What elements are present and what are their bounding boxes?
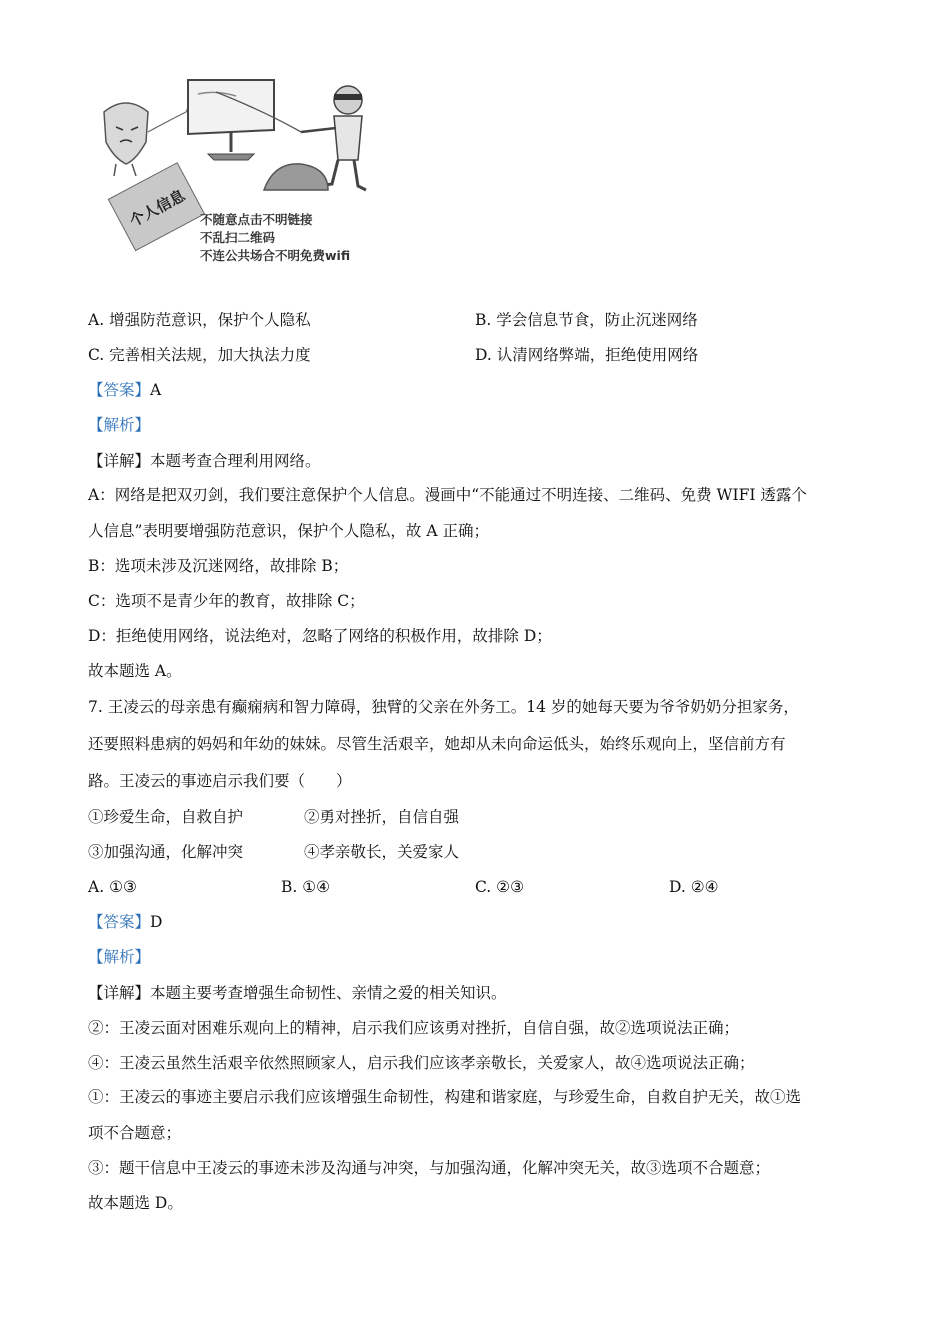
q7-statement-4: ④孝亲敬长，关爱家人 [304, 843, 460, 861]
option-text: ①④ [302, 878, 331, 896]
q7-option-d [669, 877, 719, 897]
q6-analysis-tag: 【解析】 [88, 416, 151, 434]
q7-analysis-tag: 【解析】 [88, 948, 151, 966]
option-text: ①③ [109, 878, 137, 896]
q7-option-a [88, 877, 137, 897]
q7-stem-line: 还要照料患病的妈妈和年幼的妹妹。尽管生活艰辛，她却从未向命运低头，始终乐观向上，坚信前方有 [88, 735, 786, 753]
q6-option-b [475, 310, 698, 330]
answer-value: D [150, 913, 163, 931]
q7-detail-line: ④：王凌云虽然生活艰辛依然照顾家人，启示我们应该孝亲敬长，关爱家人，故④选项说法正确； [88, 1054, 755, 1072]
q7-detail-line: 项不合题意； [88, 1124, 182, 1142]
answer-tag: 【答案】 [88, 913, 151, 931]
option-text: ②③ [496, 878, 524, 896]
option-letter: A. [88, 311, 105, 329]
q7-answer [88, 912, 162, 932]
option-letter: A. [88, 878, 105, 896]
option-letter: D. [475, 346, 492, 364]
q6-detail-line: B：选项未涉及沉迷网络，故排除 B； [88, 557, 349, 575]
personal-info-tag [108, 163, 204, 251]
cartoon-illustration [96, 72, 386, 272]
q7-statement-1: ①珍爱生命，自救自护 [88, 808, 244, 826]
q7-detail-line: 故本题选 D。 [88, 1194, 183, 1212]
option-text: 学会信息节食，防止沉迷网络 [496, 311, 698, 329]
option-letter: C. [88, 346, 105, 364]
option-text: 认清网络弊端，拒绝使用网络 [496, 346, 699, 364]
caption-line-1: 不随意点击不明链接 [200, 212, 313, 227]
q6-detail-line: A：网络是把双刃剑，我们要注意保护个人信息。漫画中“不能通过不明连接、二维码、免费 WIFI 透露个 [88, 486, 807, 504]
q6-option-d [475, 345, 698, 365]
option-letter: B. [475, 311, 492, 329]
answer-value: A [150, 381, 162, 399]
monitor-icon [188, 80, 274, 160]
q7-stem-line: 7. 王凌云的母亲患有癫痫病和智力障碍，独臂的父亲在外务工。14 岁的她每天要为爷爷奶奶分担家务， [88, 698, 799, 716]
q7-statement-3: ③加强沟通，化解冲突 [88, 843, 244, 861]
q7-option-c [475, 877, 524, 897]
answer-tag: 【答案】 [88, 381, 151, 399]
tag-label: 个人信息 [126, 186, 189, 231]
q7-detail-line: 【详解】本题主要考查增强生命韧性、亲情之爱的相关知识。 [88, 984, 507, 1002]
q6-detail-line: 人信息”表明要增强防范意识，保护个人隐私，故 A 正确； [88, 522, 489, 540]
q7-statement-2: ②勇对挫折，自信自强 [304, 808, 460, 826]
caption-line-2: 不乱扫二维码 [200, 230, 276, 245]
q7-detail-line: ②：王凌云面对困难乐观向上的精神，启示我们应该勇对挫折，自信自强，故②选项说法正确； [88, 1019, 740, 1037]
q6-answer [88, 380, 161, 400]
option-text: ②④ [690, 878, 719, 896]
option-text: 增强防范意识，保护个人隐私 [109, 311, 311, 329]
option-letter: B. [281, 878, 298, 896]
shield-character-icon [104, 103, 148, 176]
q6-option-a [88, 310, 311, 330]
q7-option-b [281, 877, 330, 897]
option-letter: C. [475, 878, 492, 896]
q6-detail-line: C：选项不是青少年的教育，故排除 C； [88, 592, 365, 610]
option-text: 完善相关法规，加大执法力度 [109, 346, 311, 364]
q7-detail-line: ①：王凌云的事迹主要启示我们应该增强生命韧性，构建和谐家庭，与珍爱生命，自救自护无关，故①选 [88, 1088, 802, 1106]
q7-detail-line: ③：题干信息中王凌云的事迹未涉及沟通与冲突，与加强沟通，化解冲突无关，故③选项不合题意； [88, 1159, 771, 1177]
option-letter: D. [669, 878, 686, 896]
q7-stem-line: 路。王凌云的事迹启示我们要（ ） [88, 772, 352, 790]
caption-line-3: 不连公共场合不明免费wifi [200, 248, 351, 263]
q6-detail-line: 故本题选 A。 [88, 662, 182, 680]
q6-detail-line: 【详解】本题考查合理利用网络。 [88, 452, 321, 470]
q6-option-c [88, 345, 311, 365]
q6-detail-line: D：拒绝使用网络，说法绝对，忽略了网络的积极作用，故排除 D； [88, 627, 552, 645]
